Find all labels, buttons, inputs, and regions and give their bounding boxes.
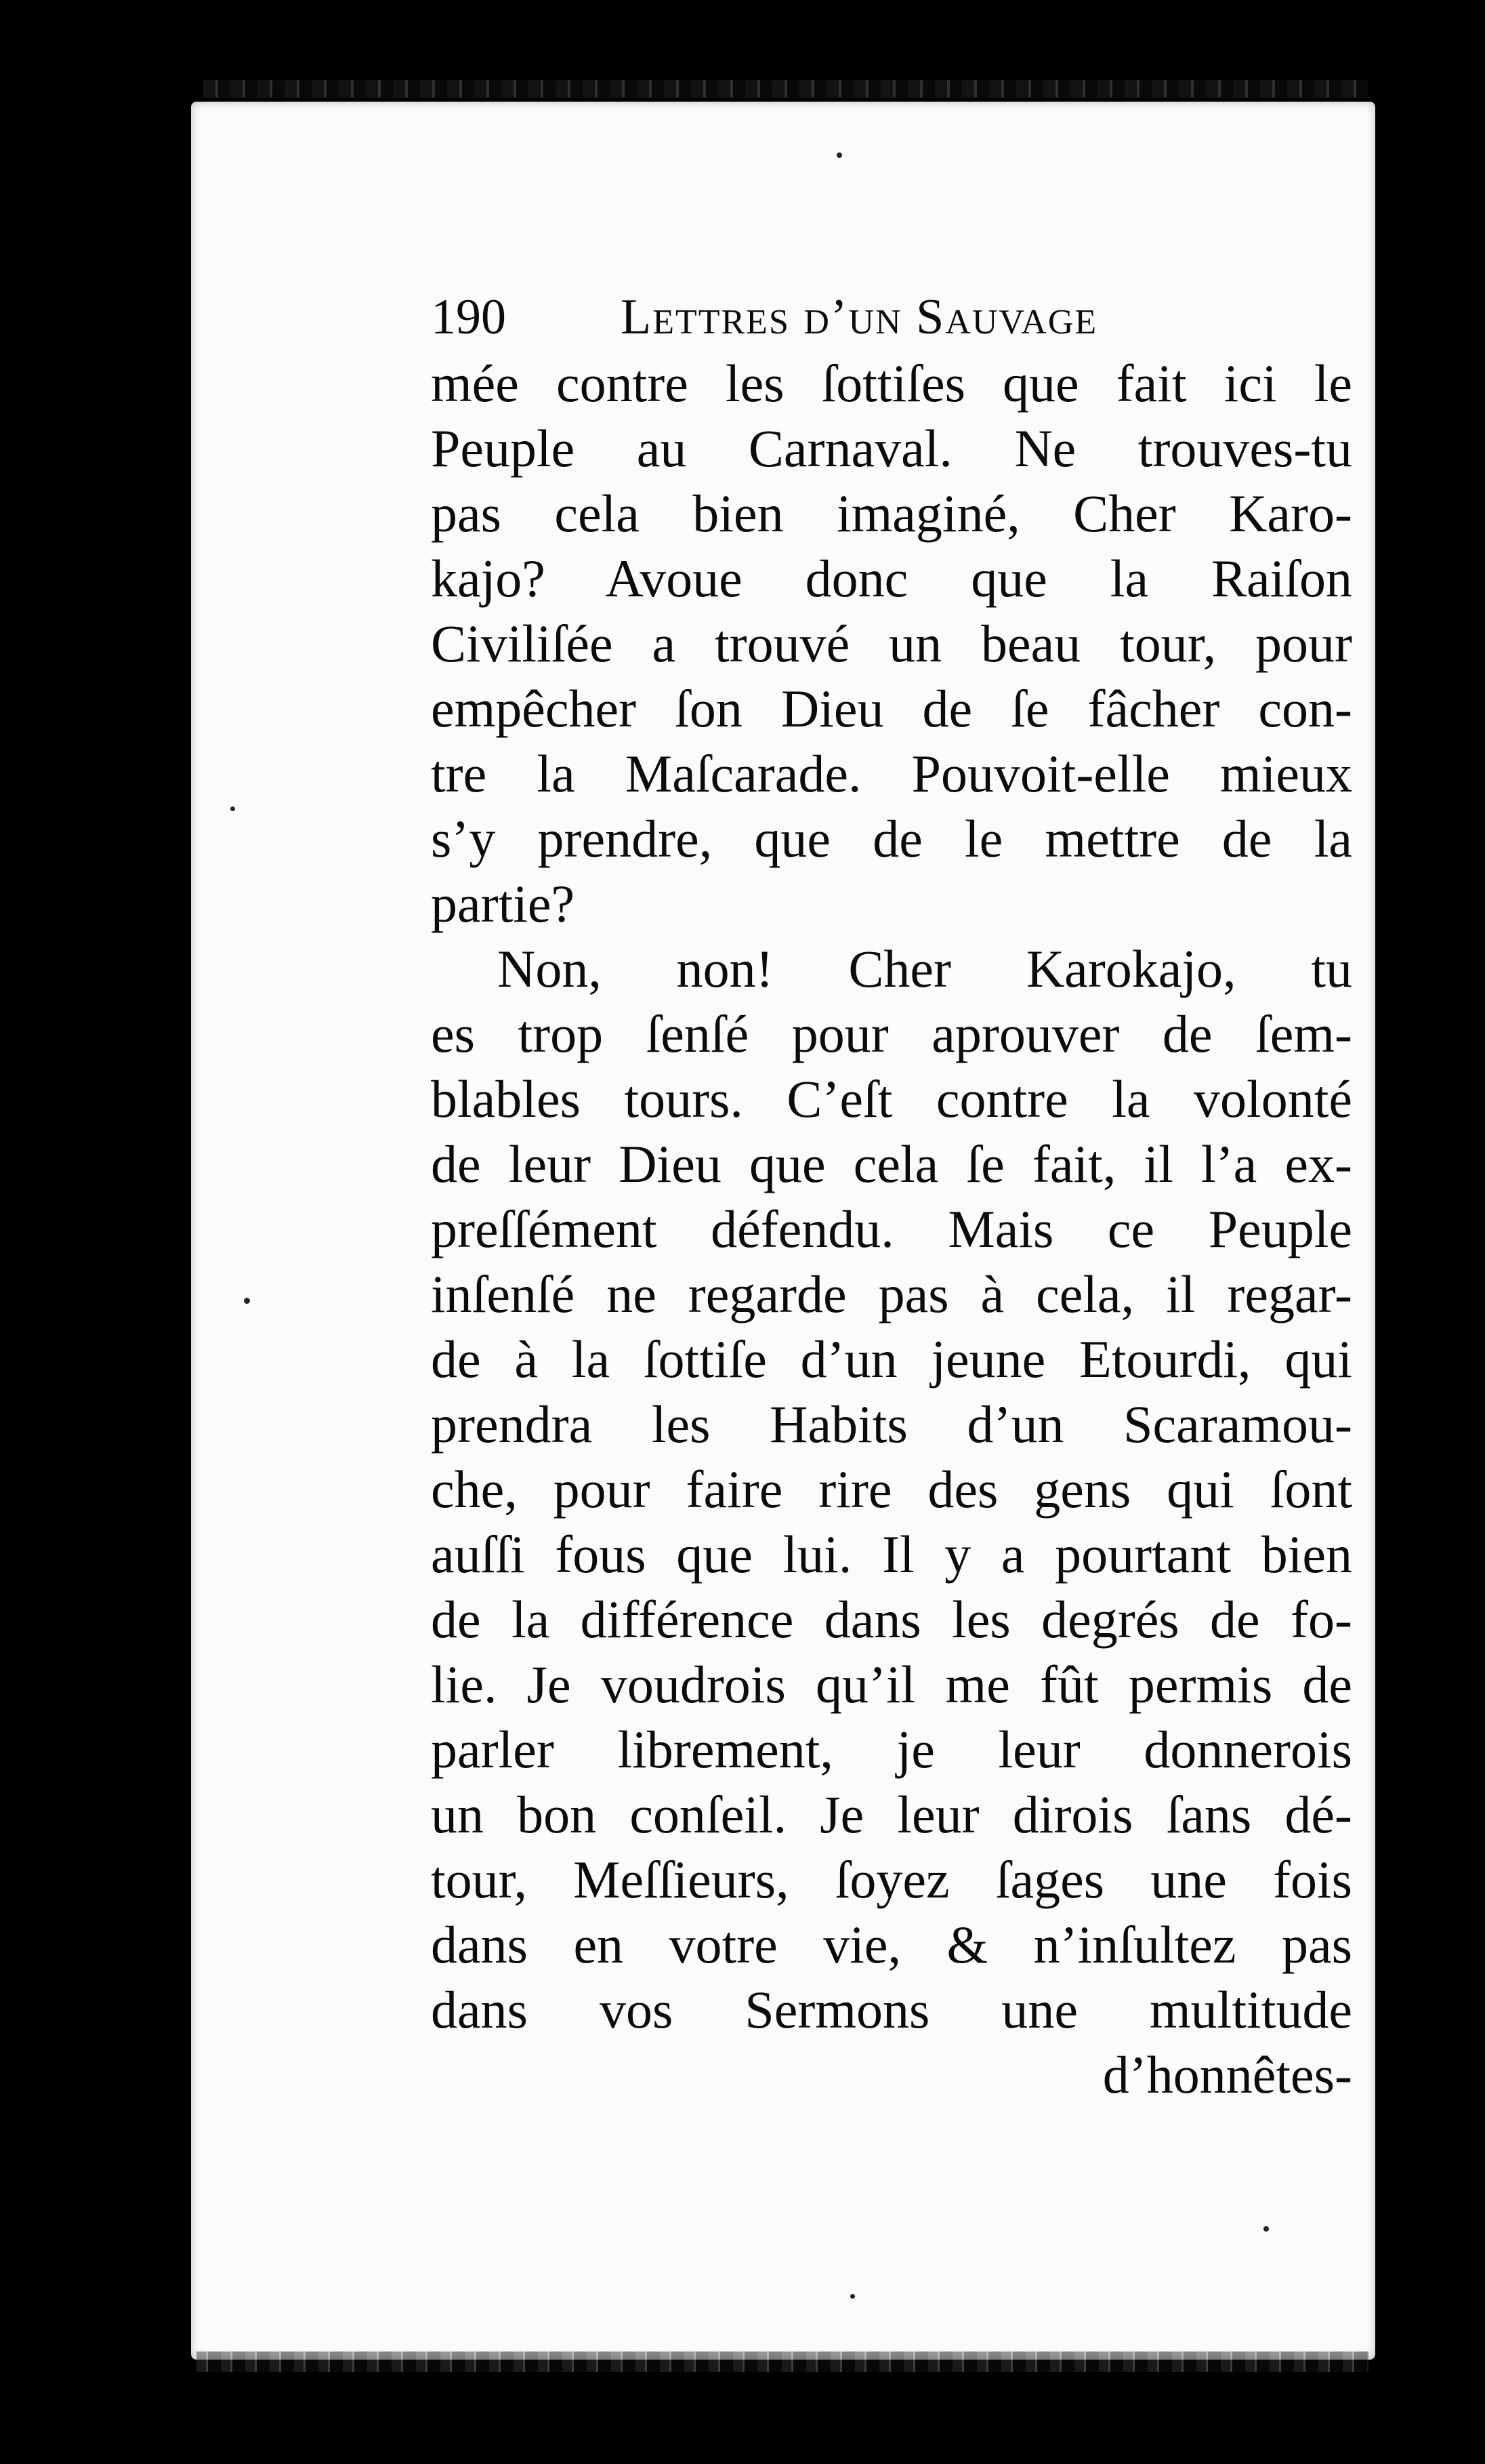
text-line: de leur Dieu que cela ſe fait, il l’a ex- (431, 1134, 1352, 1193)
text-line: parler librement, je leur donnerois (431, 1720, 1352, 1779)
text-line: pas cela bien imaginé, Cher Karo- (431, 484, 1352, 543)
text-line: preſſément défendu. Mais ce Peuple (431, 1199, 1352, 1258)
ink-speck (850, 2294, 855, 2299)
text-line: Peuple au Carnaval. Ne trouves-tu (431, 419, 1352, 478)
text-line: che, pour faire rire des gens qui ſont (431, 1460, 1352, 1519)
text-line: Civiliſée a trouvé un beau tour, pour (431, 614, 1352, 673)
text-line: auſſi fous que lui. Il y a pourtant bien (431, 1525, 1352, 1584)
text-line: partie? (431, 874, 575, 933)
text-line: dans vos Sermons une multitude (431, 1980, 1352, 2039)
ink-speck (837, 152, 842, 158)
page-top-edge (203, 80, 1368, 98)
text-line: kajo? Avoue donc que la Raiſon (431, 549, 1352, 608)
ink-speck (230, 806, 235, 811)
page-header (431, 283, 1352, 351)
ink-speck (1263, 2226, 1269, 2232)
text-line: tre la Maſcarade. Pouvoit-elle mieux (431, 744, 1352, 803)
text-line: inſenſé ne regarde pas à cela, il regar- (431, 1265, 1352, 1323)
text-line: de à la ſottiſe d’un jeune Etourdi, qui (431, 1330, 1352, 1389)
text-line: empêcher ſon Dieu de ſe fâcher con- (431, 679, 1352, 738)
text-line: prendra les Habits d’un Scaramou- (431, 1395, 1352, 1454)
page-text (431, 283, 1352, 2108)
text-line: es trop ſenſé pour aprouver de ſem- (431, 1004, 1352, 1063)
text-line: mée contre les ſottiſes que fait ici le (431, 354, 1352, 413)
running-head: Lettres d’un Sauvage (621, 289, 1098, 345)
text-line: un bon conſeil. Je leur dirois ſans dé- (431, 1785, 1352, 1844)
text-line: de la différence dans les degrés de fo- (431, 1590, 1352, 1649)
text-line: blables tours. C’eſt contre la volonté (431, 1069, 1352, 1128)
ink-speck (244, 1298, 250, 1304)
text-line: s’y prendre, que de le mettre de la (431, 809, 1352, 868)
page-bottom-edge (196, 2352, 1368, 2372)
text-line: lie. Je voudrois qu’il me fût permis de (431, 1655, 1352, 1714)
page-number: 190 (431, 289, 506, 345)
text-line: dans en votre vie, & n’inſultez pas (431, 1915, 1352, 1974)
text-line: tour, Meſſieurs, ſoyez ſages une fois (431, 1850, 1352, 1909)
text-line: Non, non! Cher Karokajo, tu (497, 939, 1352, 998)
catchword: d’honnêtes- (1102, 2045, 1352, 2104)
